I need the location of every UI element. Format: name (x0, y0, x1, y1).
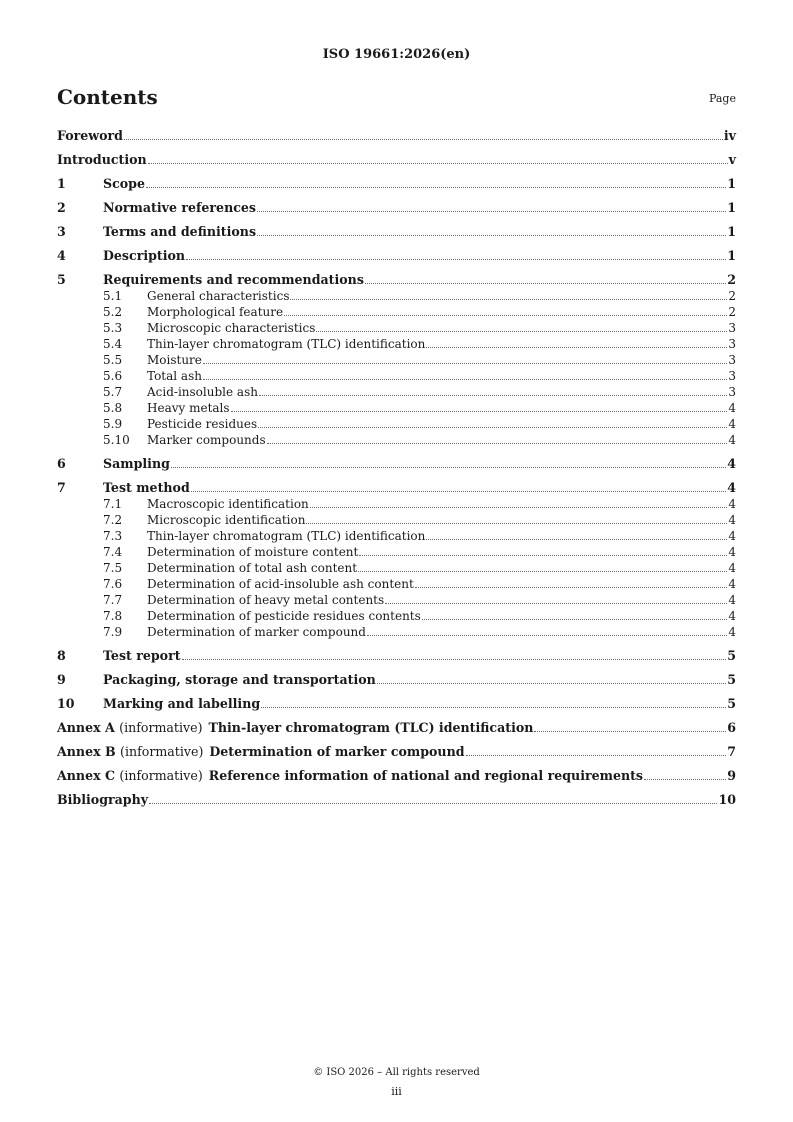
subsection-number: 5.2 (103, 305, 123, 319)
toc-annex-entry[interactable] (57, 768, 736, 784)
section-number: 9 (57, 672, 66, 687)
toc-entry-page: v (728, 152, 736, 167)
subsection-title: Microscopic characteristics (147, 321, 316, 335)
dot-leader (149, 803, 717, 804)
toc-subsection-entry[interactable] (57, 368, 736, 384)
section-number: 6 (57, 456, 66, 471)
section-title: Requirements and recommendations (103, 272, 364, 287)
toc-section-entry[interactable] (57, 480, 736, 496)
section-title: Terms and definitions (103, 224, 257, 239)
dot-leader (259, 395, 727, 396)
subsection-title: Thin-layer chromatogram (TLC) identification (147, 337, 426, 351)
subsection-number: 7.9 (103, 625, 123, 639)
subsection-page: 4 (728, 417, 736, 431)
dot-leader (203, 379, 727, 380)
toc-subsection-entry[interactable] (57, 384, 736, 400)
subsection-page: 3 (728, 337, 736, 351)
subsection-number: 7.5 (103, 561, 123, 575)
dot-leader (644, 779, 726, 780)
toc-subsection-entry[interactable] (57, 288, 736, 304)
section-page: 1 (727, 176, 736, 191)
subsection-page: 4 (728, 625, 736, 639)
subsection-title: Determination of total ash content (147, 561, 358, 575)
section-title: Normative references (103, 200, 257, 215)
section-page: 2 (727, 272, 736, 287)
toc-subsection-entry[interactable] (57, 608, 736, 624)
subsection-number: 5.3 (103, 321, 123, 335)
section-number: 4 (57, 248, 66, 263)
section-page: 4 (727, 480, 736, 495)
dot-leader (182, 659, 727, 660)
subsection-page: 4 (728, 577, 736, 591)
section-title: Test method (103, 480, 190, 495)
page-number: iii (391, 1085, 402, 1098)
subsection-title: Total ash (147, 369, 202, 383)
annex-title: Determination of marker compound (209, 744, 465, 759)
subsection-number: 7.2 (103, 513, 123, 527)
toc-subsection-entry[interactable] (57, 352, 736, 368)
subsection-number: 5.1 (103, 289, 123, 303)
dot-leader (422, 619, 728, 620)
subsection-number: 7.6 (103, 577, 123, 591)
toc-section-entry[interactable] (57, 456, 736, 472)
toc-entry[interactable] (57, 152, 736, 168)
bibliography-title: Bibliography (57, 792, 149, 807)
toc-annex-entry[interactable] (57, 744, 736, 760)
subsection-page: 3 (728, 369, 736, 383)
dot-leader (367, 635, 727, 636)
subsection-title: Determination of moisture content (147, 545, 359, 559)
subsection-page: 3 (728, 321, 736, 335)
toc-section-entry[interactable] (57, 224, 736, 240)
subsection-number: 5.4 (103, 337, 123, 351)
section-title: Scope (103, 176, 145, 191)
dot-leader (258, 427, 727, 428)
subsection-title: Determination of marker compound (147, 625, 366, 639)
subsection-page: 4 (728, 401, 736, 415)
toc-annex-entry[interactable] (57, 720, 736, 736)
toc-entry-title: Introduction (57, 152, 147, 167)
annex-label: Annex A (57, 720, 115, 735)
toc-section-entry[interactable] (57, 272, 736, 288)
toc-subsection-entry[interactable] (57, 592, 736, 608)
dot-leader (377, 683, 726, 684)
section-page: 5 (727, 696, 736, 711)
dot-leader (426, 347, 727, 348)
toc-section-entry[interactable] (57, 696, 736, 712)
annex-title: Reference information of national and regional requirements (208, 768, 644, 783)
subsection-title: General characteristics (147, 289, 290, 303)
toc-subsection-entry[interactable] (57, 432, 736, 448)
subsection-title: Pesticide residues (147, 417, 258, 431)
dot-leader (171, 467, 726, 468)
dot-leader (257, 235, 726, 236)
contents-title: Contents (57, 85, 158, 109)
subsection-page: 4 (728, 497, 736, 511)
dot-leader (191, 491, 726, 492)
subsection-title: Acid-insoluble ash (147, 385, 258, 399)
toc-bibliography-entry[interactable] (57, 792, 736, 808)
dot-leader (316, 331, 727, 332)
page-column-label: Page (708, 92, 736, 105)
subsection-title: Macroscopic identification (147, 497, 309, 511)
dot-leader (358, 571, 727, 572)
subsection-title: Determination of heavy metal contents (147, 593, 385, 607)
subsection-page: 2 (728, 289, 736, 303)
copyright-footer: © ISO 2026 – All rights reserved (313, 1067, 480, 1078)
toc-entry-page: iv (723, 128, 736, 143)
toc-subsection-entry[interactable] (57, 336, 736, 352)
section-title: Marking and labelling (103, 696, 261, 711)
toc-subsection-entry[interactable] (57, 512, 736, 528)
annex-label: Annex C (57, 768, 116, 783)
section-number: 7 (57, 480, 66, 495)
subsection-page: 4 (728, 545, 736, 559)
dot-leader (186, 259, 726, 260)
annex-title: Thin-layer chromatogram (TLC) identification (208, 720, 534, 735)
section-number: 10 (57, 696, 75, 711)
subsection-number: 7.3 (103, 529, 123, 543)
section-number: 3 (57, 224, 66, 239)
subsection-number: 7.4 (103, 545, 123, 559)
toc-section-entry[interactable] (57, 176, 736, 192)
subsection-number: 5.10 (103, 433, 130, 447)
annex-type: (informative) (119, 720, 203, 735)
dot-leader (534, 731, 726, 732)
dot-leader (359, 555, 727, 556)
dot-leader (203, 363, 727, 364)
dot-leader (267, 443, 728, 444)
subsection-number: 5.8 (103, 401, 123, 415)
bibliography-page: 10 (718, 792, 736, 807)
dot-leader (310, 507, 728, 508)
toc-subsection-entry[interactable] (57, 496, 736, 512)
subsection-number: 5.7 (103, 385, 123, 399)
subsection-page: 4 (728, 609, 736, 623)
toc-subsection-entry[interactable] (57, 400, 736, 416)
subsection-title: Marker compounds (147, 433, 266, 447)
toc-subsection-entry[interactable] (57, 576, 736, 592)
section-title: Description (103, 248, 186, 263)
subsection-page: 4 (728, 529, 736, 543)
section-number: 1 (57, 176, 66, 191)
toc-subsection-entry[interactable] (57, 624, 736, 640)
subsection-number: 7.1 (103, 497, 123, 511)
dot-leader (306, 523, 727, 524)
section-number: 8 (57, 648, 66, 663)
dot-leader (466, 755, 727, 756)
subsection-page: 2 (728, 305, 736, 319)
subsection-title: Morphological feature (147, 305, 284, 319)
section-number: 2 (57, 200, 66, 215)
toc-section-entry[interactable] (57, 672, 736, 688)
subsection-title: Thin-layer chromatogram (TLC) identification (147, 529, 426, 543)
annex-page: 7 (727, 744, 736, 759)
dot-leader (261, 707, 726, 708)
dot-leader (124, 139, 723, 140)
toc-subsection-entry[interactable] (57, 416, 736, 432)
annex-type: (informative) (120, 744, 204, 759)
toc-subsection-entry[interactable] (57, 304, 736, 320)
toc-subsection-entry[interactable] (57, 320, 736, 336)
subsection-page: 3 (728, 385, 736, 399)
subsection-title: Microscopic identification (147, 513, 306, 527)
annex-label: Annex B (57, 744, 116, 759)
dot-leader (290, 299, 727, 300)
dot-leader (146, 187, 726, 188)
toc-subsection-entry[interactable] (57, 528, 736, 544)
section-page: 5 (727, 672, 736, 687)
dot-leader (385, 603, 727, 604)
section-number: 5 (57, 272, 66, 287)
dot-leader (415, 587, 728, 588)
dot-leader (284, 315, 727, 316)
annex-type: (informative) (119, 768, 203, 783)
subsection-title: Determination of acid-insoluble ash content (147, 577, 414, 591)
table-of-contents (57, 128, 736, 808)
annex-page: 6 (727, 720, 736, 735)
section-title: Sampling (103, 456, 170, 471)
dot-leader (257, 211, 726, 212)
section-page: 5 (727, 648, 736, 663)
annex-page: 9 (727, 768, 736, 783)
subsection-number: 5.6 (103, 369, 123, 383)
dot-leader (426, 539, 727, 540)
toc-section-entry[interactable] (57, 648, 736, 664)
subsection-page: 4 (728, 593, 736, 607)
toc-section-entry[interactable] (57, 248, 736, 264)
subsection-title: Determination of pesticide residues contents (147, 609, 421, 623)
section-page: 1 (727, 200, 736, 215)
subsection-page: 4 (728, 561, 736, 575)
subsection-page: 4 (728, 433, 736, 447)
toc-section-entry[interactable] (57, 200, 736, 216)
section-title: Test report (103, 648, 181, 663)
document-id-header: ISO 19661:2026(en) (322, 47, 471, 62)
dot-leader (365, 283, 726, 284)
subsection-title: Moisture (147, 353, 202, 367)
subsection-number: 5.9 (103, 417, 123, 431)
dot-leader (231, 411, 728, 412)
toc-entry[interactable] (57, 128, 736, 144)
subsection-number: 7.8 (103, 609, 123, 623)
section-page: 4 (727, 456, 736, 471)
subsection-number: 7.7 (103, 593, 123, 607)
section-page: 1 (727, 224, 736, 239)
subsection-page: 4 (728, 513, 736, 527)
section-page: 1 (727, 248, 736, 263)
toc-subsection-entry[interactable] (57, 544, 736, 560)
subsection-number: 5.5 (103, 353, 123, 367)
dot-leader (148, 163, 728, 164)
toc-subsection-entry[interactable] (57, 560, 736, 576)
toc-entry-title: Foreword (57, 128, 123, 143)
subsection-title: Heavy metals (147, 401, 230, 415)
section-title: Packaging, storage and transportation (103, 672, 376, 687)
subsection-page: 3 (728, 353, 736, 367)
